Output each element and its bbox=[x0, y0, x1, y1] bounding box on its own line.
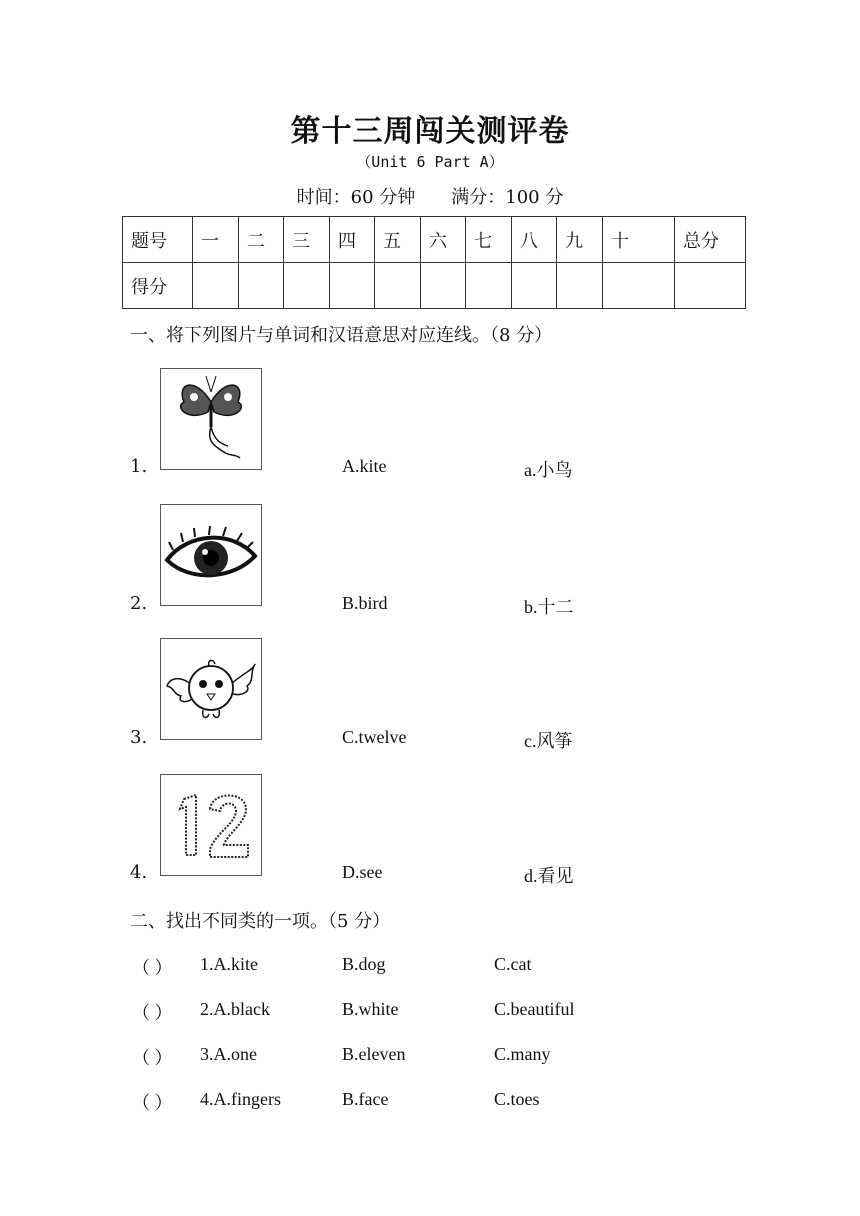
score-table-cell: 一 bbox=[193, 217, 239, 263]
number-twelve-icon bbox=[160, 774, 262, 876]
answer-paren[interactable]: （ ） bbox=[132, 958, 173, 978]
option-c: C.cat bbox=[494, 954, 532, 974]
answer-paren[interactable]: （ ） bbox=[132, 1003, 173, 1023]
score-table-cell: 题号 bbox=[123, 217, 193, 263]
option-a: 2.A.black bbox=[200, 999, 270, 1019]
score-table-cell: 八 bbox=[512, 217, 557, 263]
score-table-cell: 三 bbox=[284, 217, 330, 263]
score-table-cell: 九 bbox=[557, 217, 603, 263]
score-entry-cell[interactable] bbox=[421, 263, 466, 309]
score-table-cell: 六 bbox=[421, 217, 466, 263]
answer-paren[interactable]: （ ） bbox=[132, 1093, 173, 1113]
score-entry-cell[interactable] bbox=[330, 263, 375, 309]
score-entry-cell[interactable] bbox=[284, 263, 330, 309]
page-subtitle: （Unit 6 Part A） bbox=[356, 153, 504, 171]
option-a: 3.A.one bbox=[200, 1044, 257, 1064]
score-entry-cell[interactable] bbox=[557, 263, 603, 309]
score-table-cell: 总分 bbox=[675, 217, 746, 263]
butterfly-kite-icon bbox=[160, 368, 262, 470]
match-word: B.bird bbox=[342, 593, 388, 613]
score-entry-cell[interactable] bbox=[375, 263, 421, 309]
option-c: C.beautiful bbox=[494, 999, 575, 1019]
option-a: 1.A.kite bbox=[200, 954, 258, 974]
match-word: C.twelve bbox=[342, 727, 407, 747]
score-table-cell: 七 bbox=[466, 217, 512, 263]
score-table-cell: 四 bbox=[330, 217, 375, 263]
match-word: D.see bbox=[342, 862, 383, 882]
match-meaning: b.十二 bbox=[524, 597, 574, 617]
score-entry-cell[interactable] bbox=[675, 263, 746, 309]
score-row-label: 得分 bbox=[123, 263, 193, 309]
score-table bbox=[122, 216, 746, 309]
item-number: 2. bbox=[130, 593, 148, 614]
page-title: 第十三周闯关测评卷 bbox=[290, 114, 570, 149]
option-a: 4.A.fingers bbox=[200, 1089, 281, 1109]
full-score-label: 满分：100 分 bbox=[451, 187, 564, 208]
item-number: 3. bbox=[130, 727, 148, 748]
option-c: C.toes bbox=[494, 1089, 540, 1109]
score-table-score-row bbox=[123, 263, 746, 309]
option-b: B.face bbox=[342, 1089, 389, 1109]
option-b: B.dog bbox=[342, 954, 386, 974]
option-b: B.white bbox=[342, 999, 399, 1019]
match-meaning: c.风筝 bbox=[524, 731, 573, 751]
option-c: C.many bbox=[494, 1044, 551, 1064]
score-entry-cell[interactable] bbox=[239, 263, 284, 309]
section-2-heading: 二、找出不同类的一项。（5 分） bbox=[130, 911, 391, 932]
item-number: 1. bbox=[130, 456, 148, 477]
exam-info bbox=[0, 183, 860, 209]
item-number: 4. bbox=[130, 862, 148, 883]
answer-paren[interactable]: （ ） bbox=[132, 1048, 173, 1068]
score-table-cell: 十 bbox=[603, 217, 675, 263]
score-table-cell: 二 bbox=[239, 217, 284, 263]
match-word: A.kite bbox=[342, 456, 387, 476]
match-meaning: d.看见 bbox=[524, 866, 574, 886]
score-entry-cell[interactable] bbox=[193, 263, 239, 309]
score-entry-cell[interactable] bbox=[466, 263, 512, 309]
score-table-header-row bbox=[123, 217, 746, 263]
time-label: 时间：60 分钟 bbox=[296, 187, 416, 208]
score-entry-cell[interactable] bbox=[603, 263, 675, 309]
option-b: B.eleven bbox=[342, 1044, 406, 1064]
bird-icon bbox=[160, 638, 262, 740]
score-table-cell: 五 bbox=[375, 217, 421, 263]
section-1-heading: 一、将下列图片与单词和汉语意思对应连线。（8 分） bbox=[130, 325, 553, 346]
eye-icon bbox=[160, 504, 262, 606]
score-entry-cell[interactable] bbox=[512, 263, 557, 309]
match-meaning: a.小鸟 bbox=[524, 460, 573, 480]
